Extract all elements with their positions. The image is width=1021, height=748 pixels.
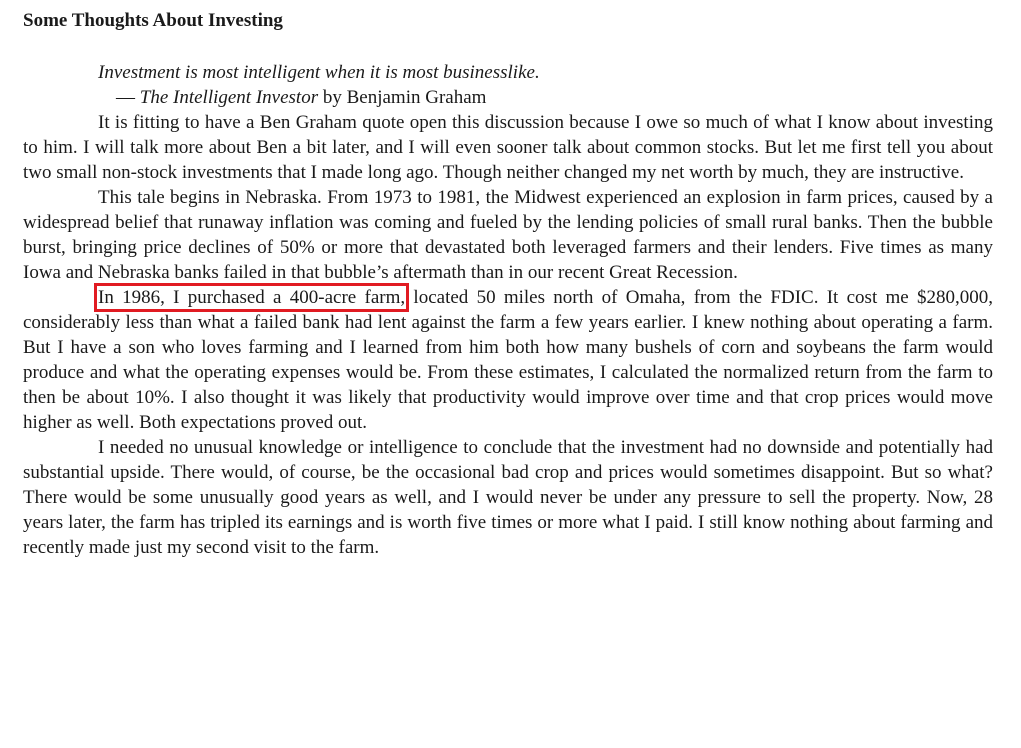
epigraph-attribution bbox=[98, 85, 993, 110]
paragraph-3 bbox=[23, 285, 993, 435]
epigraph-dash: — bbox=[116, 87, 140, 108]
document-page bbox=[23, 8, 993, 560]
highlighted-phrase: In 1986, I purchased a 400-acre farm, bbox=[98, 287, 406, 308]
paragraph-3-text: located 50 miles north of Omaha, from the FDIC. It cost me $280,000, considerably less than what a failed bank had lent against the farm a few years earlier. I knew nothing about operating a farm. But I have a son who loves farming and I learned from him both how many bushels of corn and soybeans the farm would produce and what the operating expenses would be. From these estimates, I calculated the normalized return from the farm to then be about 10%. I also thought it was likely that productivity would improve over time and that crop prices would move higher as well. Both expectations proved out. bbox=[23, 287, 993, 433]
paragraph-4: I needed no unusual knowledge or intelligence to conclude that the investment had no downside and potentially had substantial upside. There would, of course, be the occasional bad crop and prices would sometimes disappoint. But so what? There would be some unusually good years as well, and I would never be under any pressure to sell the property. Now, 28 years later, the farm has tripled its earnings and is worth five times or more what I paid. I still know nothing about farming and recently made just my second visit to the farm. bbox=[23, 437, 993, 558]
epigraph-quote: Investment is most intelligent when it is most businesslike. bbox=[98, 62, 540, 83]
epigraph-book-title: The Intelligent Investor bbox=[139, 87, 319, 108]
paragraph-1: It is fitting to have a Ben Graham quote open this discussion because I owe so much of what I know about investing to him. I will talk more about Ben a bit later, and I will even sooner talk about common stocks. But let me first tell you about two small non-stock investments that I made long ago. Though neither changed my net worth by much, they are instructive. bbox=[23, 112, 993, 183]
paragraph-2: This tale begins in Nebraska. From 1973 to 1981, the Midwest experienced an explosion in farm prices, caused by a widespread belief that runaway inflation was coming and fueled by the lending policies of small rural banks. Then the bubble burst, bringing price declines of 50% or more that devastated both leveraged farmers and their lenders. Five times as many Iowa and Nebraska banks failed in that bubble’s aftermath than in our recent Great Recession. bbox=[23, 187, 993, 283]
epigraph-author: by Benjamin Graham bbox=[318, 87, 487, 108]
epigraph bbox=[98, 60, 993, 110]
document-title: Some Thoughts About Investing bbox=[23, 10, 283, 31]
